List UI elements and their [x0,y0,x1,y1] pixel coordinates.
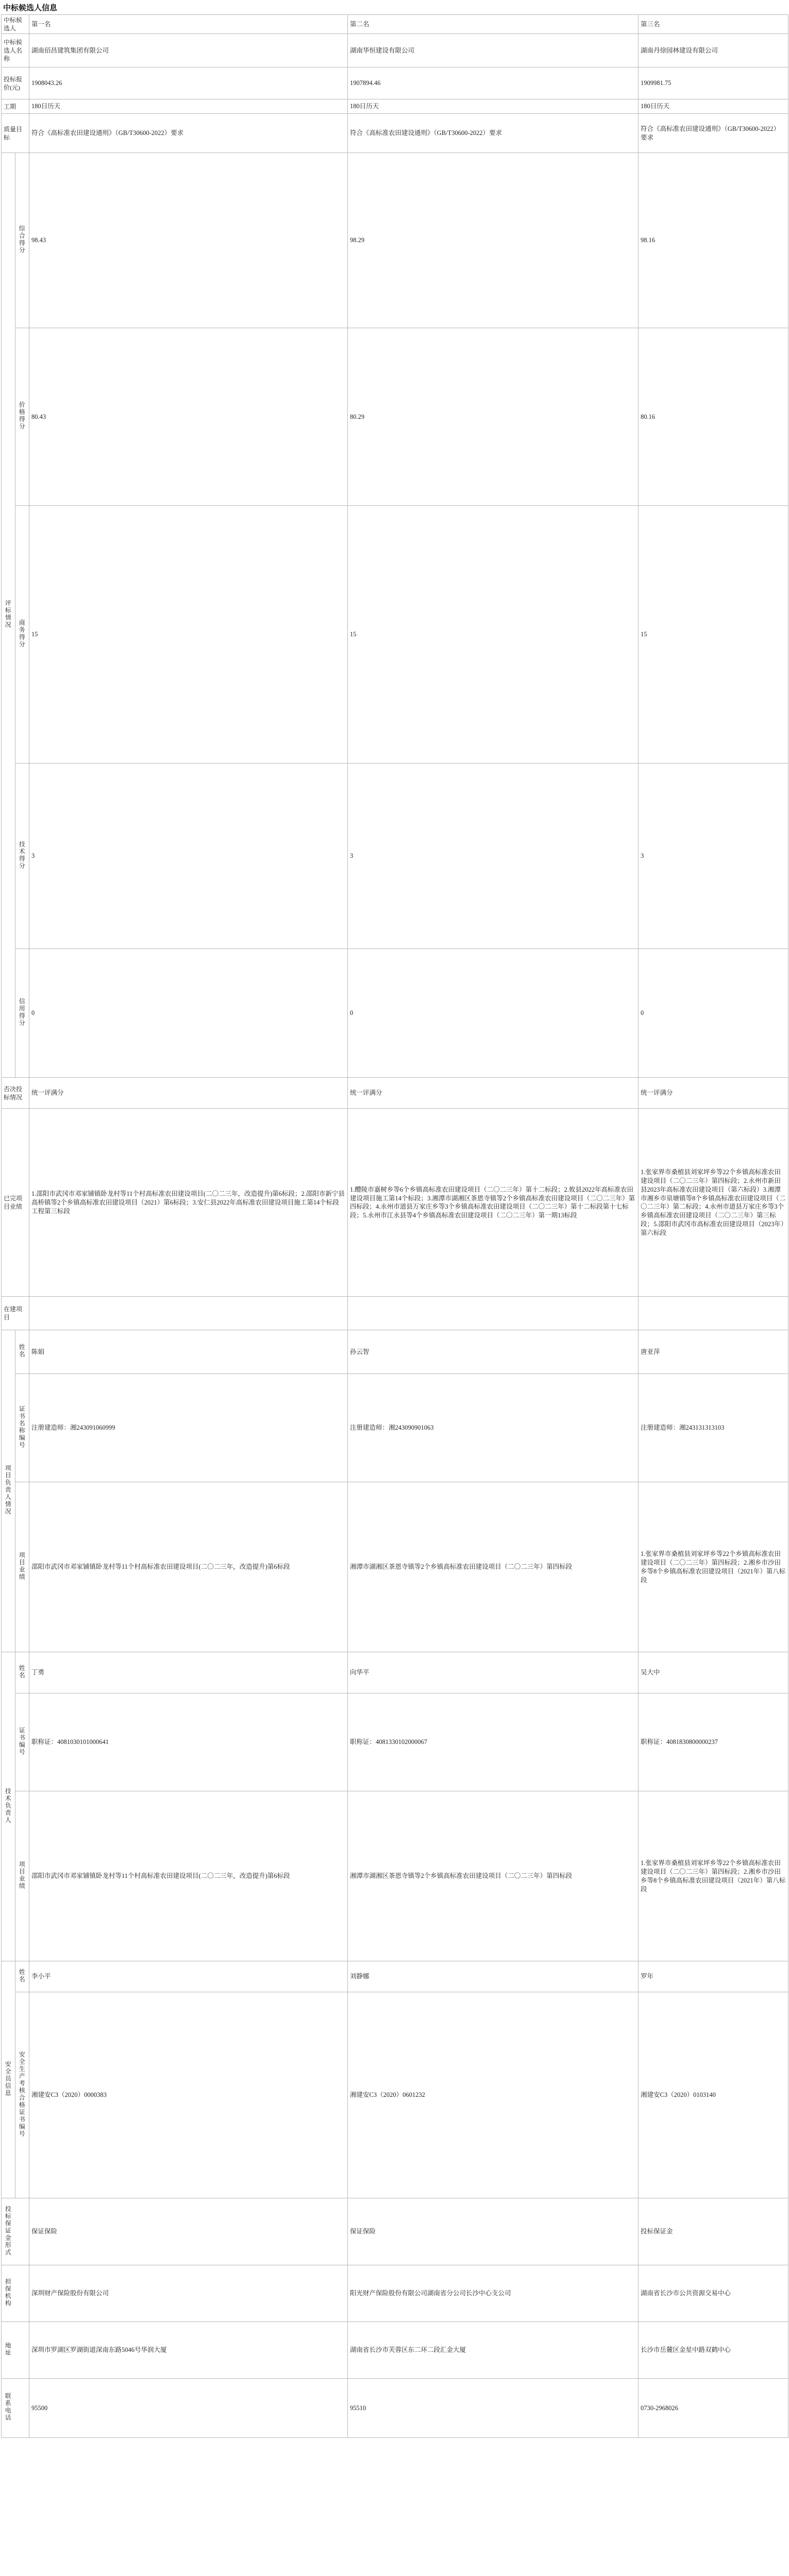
cell: 98.29 [348,153,639,328]
results-table [1,14,788,2438]
cell: 15 [639,506,788,764]
row-label: 否决投标情况 [2,1078,29,1109]
row-label: 联系电话 [2,2379,29,2438]
row-label: 地址 [2,2322,29,2379]
row-label: 信用得分 [15,949,29,1078]
row-label: 中标候选人名称 [2,34,29,67]
row-tl-name [2,1652,788,1693]
cell: 95510 [348,2379,639,2438]
cell: 1.醴陵市嘉树乡等6个乡镇高标准农田建设项目（二〇二三年）第十二标段；2.攸县2022年高标准农田建设项目施工第14个标段；3.湘潭市湖湘区茶恩寺镇等2个乡镇高标准农田建设项目（二〇二三年）第四标段；4.永州市道县万家庄乡等3个乡镇高标准农田建设项目（二〇二三年）第十二标段第十七标段；5.永州市江永县等4个乡镇高标准农田建设项目（二〇二三年）第一期13标段 [348,1109,639,1297]
cell: 丁勇 [29,1652,348,1693]
cell: 湘建安C3（2020）0000383 [29,1992,348,2198]
cell: 符合《高标准农田建设通则》（GB/T30600-2022）要求 [29,114,348,153]
cell: 湖南佰昌建筑集团有限公司 [29,34,348,67]
row-total-score [2,153,788,328]
corner-label: 中标候选人 [2,15,29,34]
row-period [2,99,788,114]
safety-group-label: 安全员信息 [2,1961,15,2198]
cell: 保证保险 [348,2198,639,2265]
cell: 投标保证金 [639,2198,788,2265]
cell: 符合《高标准农田建设通则》（GB/T30600-2022）要求 [348,114,639,153]
cell: 15 [29,506,348,764]
cell: 注册建造师：湘243131313103 [639,1374,788,1482]
row-name [2,34,788,67]
row-label: 证书名称编号 [15,1374,29,1482]
cell: 保证保险 [29,2198,348,2265]
cell: 统一评满分 [348,1078,639,1109]
row-label: 工期 [2,99,29,114]
row-performance [2,1109,788,1297]
score-group-label: 评标情况 [2,153,15,1078]
cell: 长沙市岳麓区金星中路双鹤中心 [639,2322,788,2379]
pm-group-label: 项目负责人情况 [2,1330,15,1652]
cell: 80.43 [29,328,348,506]
col-2-header: 第二名 [348,15,639,34]
cell: 邵阳市武冈市邓家铺镇卧龙村等11个村高标准农田建设项目(二〇二三年，改造提升)第6标段 [29,1482,348,1652]
cell: 阳光财产保险股份有限公司湖南省分公司长沙中心支公司 [348,2265,639,2322]
row-address [2,2322,788,2379]
row-bid [2,67,788,99]
cell: 湖南丹徐园林建设有限公司 [639,34,788,67]
row-credit-score [2,949,788,1078]
cell: 李小平 [29,1961,348,1992]
cell [348,1297,639,1330]
col-3-header: 第三名 [639,15,788,34]
row-label: 技术得分 [15,764,29,949]
cell: 3 [639,764,788,949]
row-label: 项目业绩 [15,1791,29,1961]
row-label: 项目业绩 [15,1482,29,1652]
cell: 98.16 [639,153,788,328]
cell: 深圳市罗湖区罗湖街道深南东路5046号华润大厦 [29,2322,348,2379]
cell: 180日历天 [29,99,348,114]
cell: 陈娟 [29,1330,348,1374]
tl-group-label: 技术负责人 [2,1652,15,1961]
cell: 1.张家界市桑植县刘家坪乡等22个乡镇高标准农田建设项目（二〇二三年）第四标段；2.湘乡市沙田乡等8个乡镇高标准农田建设项目（2021年）第八标段 [639,1482,788,1652]
cell: 符合《高标准农田建设通则》（GB/T30600-2022）要求 [639,114,788,153]
cell: 80.16 [639,328,788,506]
cell: 湖南省长沙市芙蓉区东二环二段汇金大厦 [348,2322,639,2379]
row-contract [2,1297,788,1330]
row-pm-name [2,1330,788,1374]
row-guarantee [2,2198,788,2265]
row-tech-score [2,764,788,949]
row-safety-cert [2,1992,788,2198]
cell: 吴大中 [639,1652,788,1693]
cell: 邵阳市武冈市邓家铺镇卧龙村等11个村高标准农田建设项目(二〇二三年，改造提升)第6标段 [29,1791,348,1961]
row-label: 价格得分 [15,328,29,506]
row-label: 担保机构 [2,2265,29,2322]
cell: 统一评满分 [639,1078,788,1109]
cell: 罗年 [639,1961,788,1992]
cell [639,1297,788,1330]
cell: 职称证：4081030101000641 [29,1693,348,1791]
cell: 统一评满分 [29,1078,348,1109]
row-label: 姓名 [15,1652,29,1693]
cell: 唐亚萍 [639,1330,788,1374]
cell: 湘潭市湖湘区茶恩寺镇等2个乡镇高标准农田建设项目（二〇二三年）第四标段 [348,1482,639,1652]
row-safety [2,1961,788,1992]
cell: 湖南华恒建设有限公司 [348,34,639,67]
row-guarantor [2,2265,788,2322]
cell: 注册建造师：湘243090901063 [348,1374,639,1482]
cell: 3 [348,764,639,949]
cell: 98.43 [29,153,348,328]
cell: 1907894.46 [348,67,639,99]
cell: 湖南省长沙市公共资源交易中心 [639,2265,788,2322]
cell: 95500 [29,2379,348,2438]
row-price-score [2,328,788,506]
cell: 80.29 [348,328,639,506]
cell: 15 [348,506,639,764]
cell: 1909981.75 [639,67,788,99]
row-phone [2,2379,788,2438]
row-label: 姓名 [15,1961,29,1992]
cell: 0730-2968026 [639,2379,788,2438]
cell: 0 [348,949,639,1078]
cell: 职称证：4081330102000067 [348,1693,639,1791]
row-label: 综合得分 [15,153,29,328]
page-title: 中标候选人信息 [3,4,58,12]
cell: 0 [29,949,348,1078]
row-label: 姓名 [15,1330,29,1374]
cell: 职称证：4081830800000237 [639,1693,788,1791]
row-label: 在建项目 [2,1297,29,1330]
cell: 向华平 [348,1652,639,1693]
cell: 180日历天 [639,99,788,114]
cell: 1.邵阳市武冈市邓家铺镇卧龙村等11个村高标准农田建设项目(二〇二三年，改造提升)第6标段；2.邵阳市新宁县高桥镇等2个乡镇高标准农田建设项目（2021）第6标段；3.安仁县2022年高标准农田建设项目施工第14个标段工程第三标段 [29,1109,348,1297]
row-pm-cert [2,1374,788,1482]
cell: 1.张家界市桑植县刘家坪乡等22个乡镇高标准农田建设项目（二〇二三年）第四标段；2.永州市新田县2023年高标准农田建设项目（第六标段）3.湘潭市湘乡市泉塘镇等8个乡镇高标准农田建设项目（二〇二三年）第二标段；4.永州市道县万家庄乡等3个乡镇高标准农田建设项目（二〇二三年）第三标段；5.邵阳市武冈市高标准农田建设项目（2023年）第六标段 [639,1109,788,1297]
cell: 1.张家界市桑植县刘家坪乡等22个乡镇高标准农田建设项目（二〇二三年）第四标段；2.湘乡市沙田乡等8个乡镇高标准农田建设项目（2021年）第八标段 [639,1791,788,1961]
row-label: 安全生产考核合格证书编号 [15,1992,29,2198]
cell: 0 [639,949,788,1078]
row-label: 商务得分 [15,506,29,764]
cell: 3 [29,764,348,949]
cell: 刘静娜 [348,1961,639,1992]
row-review [2,1078,788,1109]
cell: 湘建安C3（2020）0103140 [639,1992,788,2198]
col-1-header: 第一名 [29,15,348,34]
cell: 1908043.26 [29,67,348,99]
cell [29,1297,348,1330]
row-label: 质量目标 [2,114,29,153]
cell: 湘潭市湖湘区茶恩寺镇等2个乡镇高标准农田建设项目（二〇二三年）第四标段 [348,1791,639,1961]
row-business-score [2,506,788,764]
cell: 湘建安C3（2020）0601232 [348,1992,639,2198]
row-tl-perf [2,1791,788,1961]
row-label: 投标保证金形式 [2,2198,29,2265]
cell: 深圳财产保险股份有限公司 [29,2265,348,2322]
row-pm-perf [2,1482,788,1652]
row-label: 投标报价(元) [2,67,29,99]
row-quality [2,114,788,153]
row-label: 已完项目业绩 [2,1109,29,1297]
cell: 注册建造师：湘243091060999 [29,1374,348,1482]
cell: 孙云智 [348,1330,639,1374]
row-label: 证书编号 [15,1693,29,1791]
row-tl-cert [2,1693,788,1791]
cell: 180日历天 [348,99,639,114]
